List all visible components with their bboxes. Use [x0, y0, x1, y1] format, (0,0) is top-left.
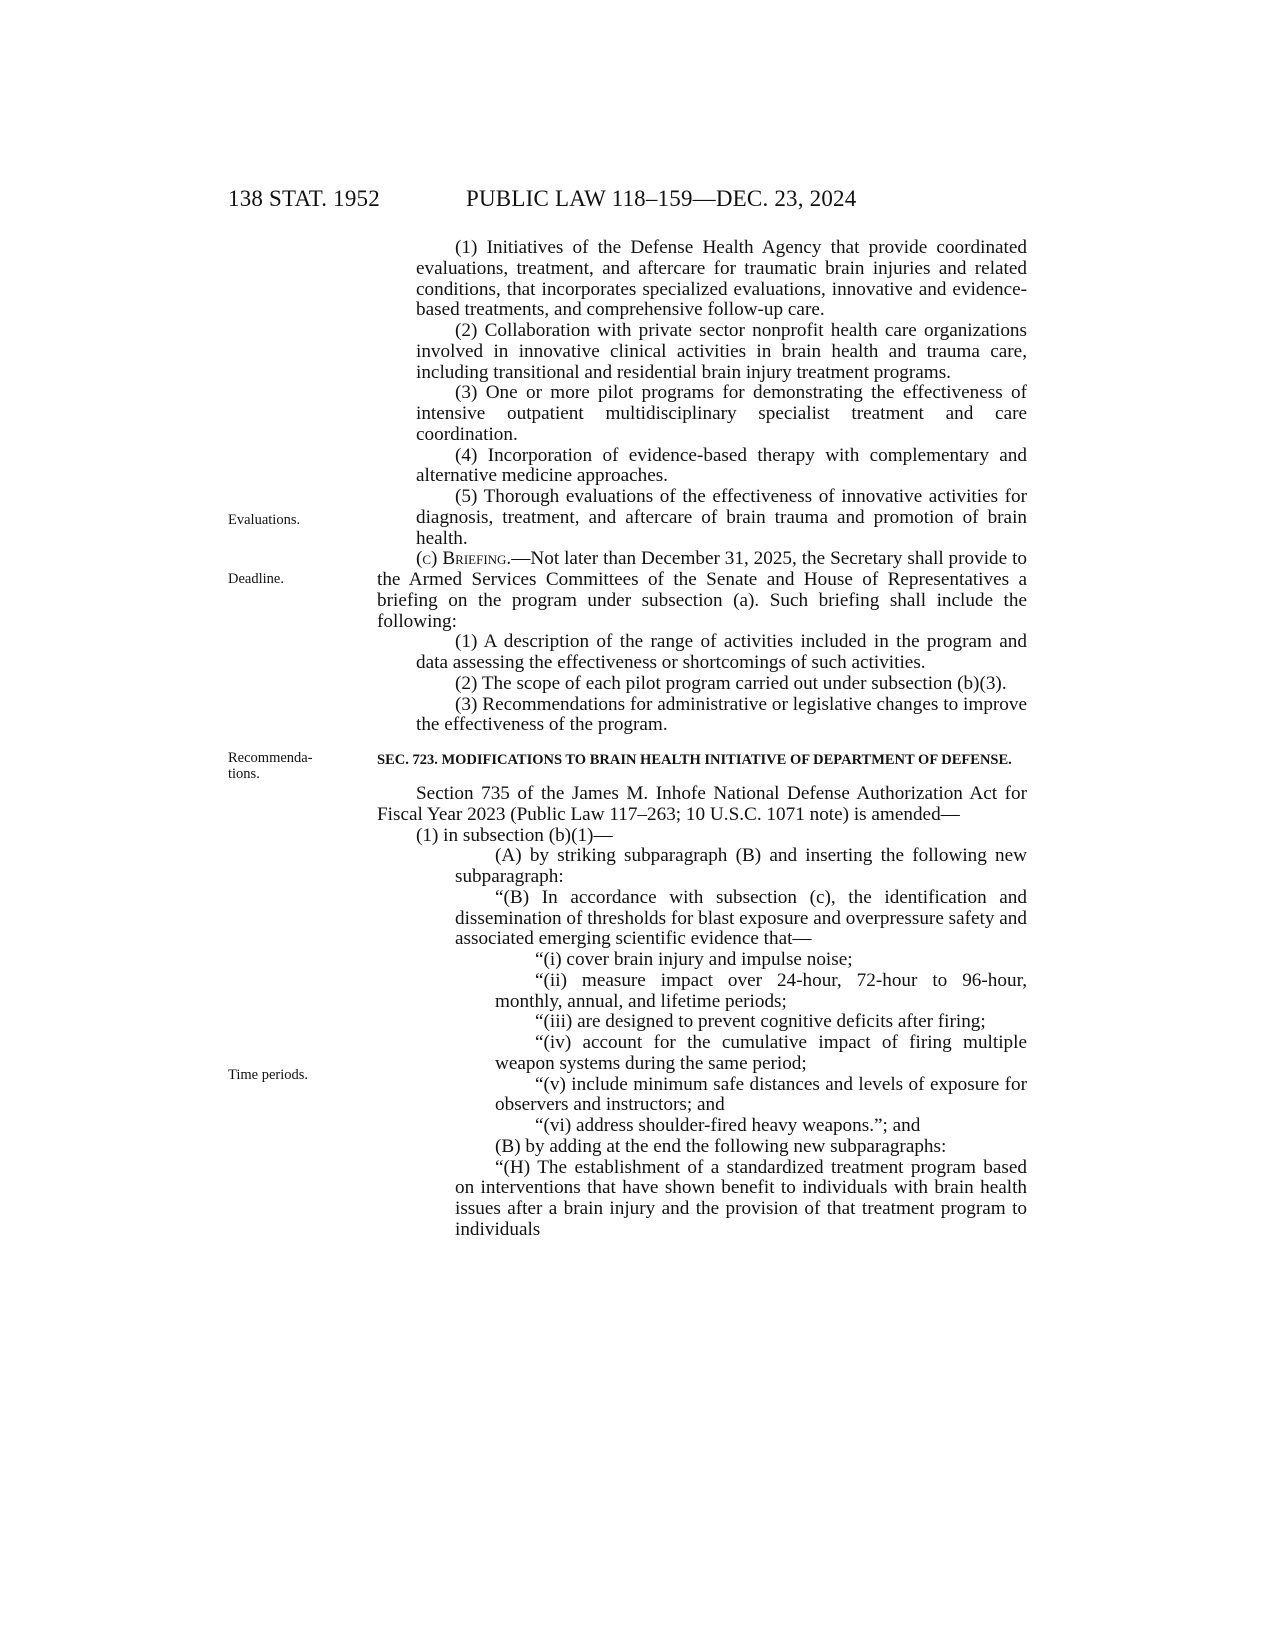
section-intro: Section 735 of the James M. Inhofe National Defense Authorization Act for Fiscal Year 2023 (Public Law 117–263; 10 U.S.C. 1071 note) is amended— [377, 783, 1027, 825]
paragraph-b2: (2) Collaboration with private sector nonprofit health care organizations involved in innovative clinical activities in brain health and trauma care, including transitional and residential brain injury treatment programs. [416, 320, 1027, 383]
amendment-1: (1) in subsection (b)(1)— [416, 824, 613, 846]
amendment-1B: (B) by adding at the end the following new subparagraphs: [495, 1135, 947, 1157]
page-header [228, 186, 1068, 216]
paragraph-b1: (1) Initiatives of the Defense Health Agency that provide coordinated evaluations, treatment, and aftercare for traumatic brain injuries and related conditions, that incorporates specialized evaluations, innovative and evidence-based treatments, and comprehensive follow-up care. [416, 237, 1027, 321]
margin-note-time-periods: Time periods. [228, 1067, 309, 1083]
clause-i: “(i) cover brain injury and impulse noise; [535, 949, 853, 970]
clause-v: “(v) include minimum safe distances and levels of exposure for observers and instructors; and [495, 1073, 1027, 1116]
statute-page-number: 138 STAT. 1952 [228, 186, 380, 211]
quoted-subparagraph-H: “(H) The establishment of a standardized treatment program based on interventions that have shown benefit to individuals with brain health issues after a brain injury and the provision of that treatment program to individuals [455, 1156, 1027, 1240]
amendment-1A: (A) by striking subparagraph (B) and inserting the following new subparagraph: [455, 845, 1027, 887]
paragraph-c3: (3) Recommendations for administrative or legislative changes to improve the effectiveness of the program. [416, 693, 1027, 736]
quoted-subparagraph-B: “(B) In accordance with subsection (c), the identification and dissemination of thresholds for blast exposure and overpressure safety and associated emerging scientific evidence that— [455, 886, 1027, 950]
clause-vi: “(vi) address shoulder-fired heavy weapons.”; and [535, 1115, 921, 1136]
public-law-title: PUBLIC LAW 118–159—DEC. 23, 2024 [466, 186, 857, 211]
margin-note-recommendations: Recommenda- tions. [228, 750, 313, 782]
margin-note-evaluations: Evaluations. [228, 512, 301, 528]
paragraph-b5: (5) Thorough evaluations of the effectiveness of innovative activities for diagnosis, treatment, and aftercare of brain trauma and promotion of brain health. [416, 486, 1027, 549]
clause-iii: “(iii) are designed to prevent cognitive deficits after firing; [535, 1011, 986, 1033]
paragraph-b4: (4) Incorporation of evidence-based therapy with complementary and alternative medicine approaches. [416, 444, 1027, 487]
subsection-c [377, 549, 1027, 632]
section-heading: SEC. 723. MODIFICATIONS TO BRAIN HEALTH INITIATIVE OF DEPARTMENT OF DEFENSE. [377, 752, 1012, 768]
paragraph-c1: (1) A description of the range of activities included in the program and data assessing the effectiveness or shortcomings of such activities. [416, 631, 1027, 673]
document-body [377, 238, 1027, 1241]
paragraph-c2: (2) The scope of each pilot program carried out under subsection (b)(3). [455, 672, 1007, 694]
clause-iv: “(iv) account for the cumulative impact of firing multiple weapon systems during the same period; [495, 1032, 1027, 1074]
clause-ii: “(ii) measure impact over 24-hour, 72-hour to 96-hour, monthly, annual, and lifetime periods; [495, 969, 1027, 1012]
subsection-c-text: —Not later than December 31, 2025, the Secretary shall provide to the Armed Services Committees of the Senate and House of Representatives a briefing on the program under subsection (a). Such briefing shall include the following: [377, 548, 1027, 632]
paragraph-b3: (3) One or more pilot programs for demonstrating the effectiveness of intensive outpatient multidisciplinary specialist treatment and care coordination. [416, 382, 1027, 445]
margin-note-deadline: Deadline. [228, 571, 284, 587]
subsection-c-heading: (c) Briefing. [416, 548, 512, 570]
